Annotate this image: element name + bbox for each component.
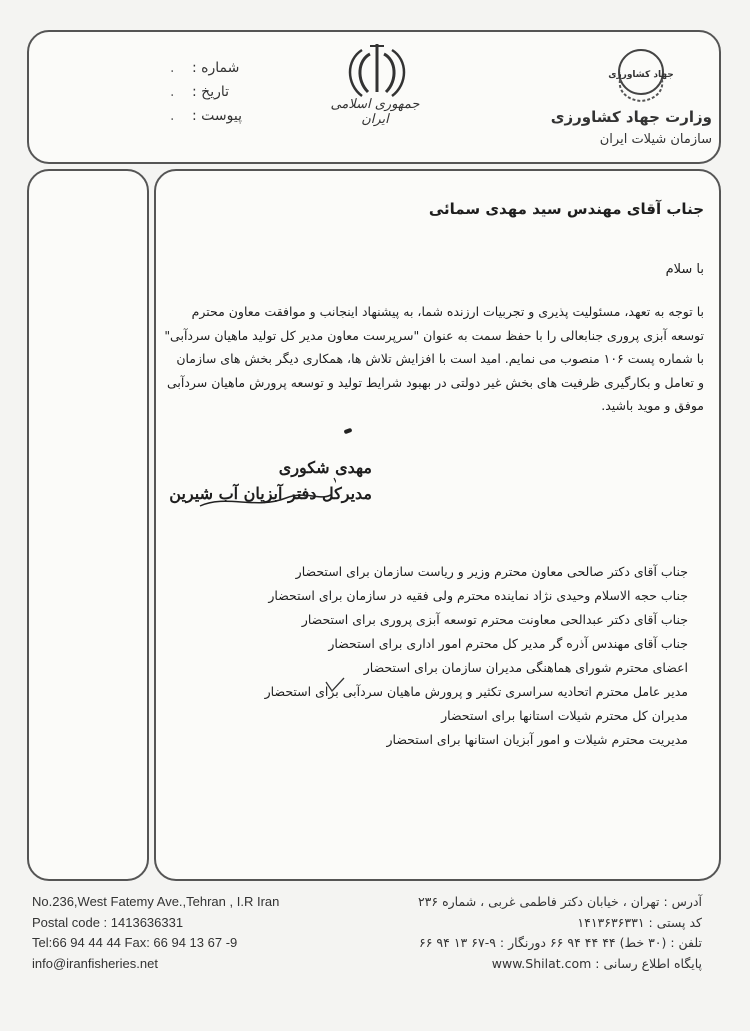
cc-item: جناب آقای دکتر صالحی معاون محترم وزیر و ریاست سازمان برای استحضار [295,564,688,579]
iran-emblem-icon [340,40,414,100]
signature-scribble [196,476,336,516]
cc-item: جناب آقای مهندس آذره گر مدیر کل محترم امور اداری برای استحضار [328,636,688,651]
date-label: تاریخ : [192,84,230,100]
cc-item: مدیر عامل محترم اتحادیه سراسری تکثیر و پرورش ماهیان سردآبی برای استحضار [264,684,688,699]
footer-en-postal: Postal code : 1413636331 [32,914,184,930]
attachment-field: پیوست :. [170,108,242,124]
body-line: با توجه به تعهد، مسئولیت پذیری و تجربیات ارزنده شما، به پیشنهاد اینجانب و موافقت معاون محترم [191,304,704,319]
cc-list [265,560,688,752]
date-field: تاریخ :. [170,84,230,100]
checkmark-icon [324,676,346,694]
body-line: و تعامل و بکارگیری ظرفیت های بخش غیر دولتی در بهبود شرایط تولید و توسعه پرورش ماهیان سردآبی [166,374,704,390]
footer-en-address: No.236,West Fatemy Ave.,Tehran , I.R Iran [32,894,280,909]
signature-title: مدیرکل دفتر آبزیان آب شیرین [169,484,372,503]
number-field: شماره :. [170,60,240,76]
footer-fa-web: پایگاه اطلاع رسانی : www.Shilat.com [491,955,702,971]
recipient-line: جناب آقای مهندس سید مهدی سمائی [428,200,704,218]
cc-item: جناب آقای دکتر عبدالحی معاونت محترم توسعه آبزی پروری برای استحضار [301,612,688,627]
cc-item: اعضای محترم شورای هماهنگی مدیران سازمان برای استحضار [363,660,688,675]
footer-en-tel: Tel:66 94 44 44 Fax: 66 94 13 67 -9 [32,935,238,950]
number-label: شماره : [192,60,240,76]
footer-persian [418,892,702,974]
ministry-name: وزارت جهاد کشاورزی [550,108,712,126]
cc-item: جناب حجه الاسلام وحیدی نژاد نماینده محترم ولی فقیه در سازمان برای استحضار [268,588,688,603]
body-line: توسعه آبزی پروری جنابعالی را با حفظ سمت به عنوان "سرپرست معاون مدیر کل تولید ماهیان سردآبی" [164,327,704,343]
logo-text: جهاد کشاورزی [608,70,674,80]
organization-name: سازمان شیلات ایران [599,132,712,147]
body-line: موفق و موید باشید. [601,398,704,413]
footer-fa-address: آدرس : تهران ، خیابان دکتر فاطمی غربی ، شماره ۲۳۶ [417,894,702,909]
margin-column-frame [27,169,149,881]
footer-fa-postal: کد پستی : ۱۴۱۳۶۳۶۳۳۱ [577,914,702,930]
republic-title: جمهوری اسلامی ایران [330,97,420,127]
letter-body [164,300,704,418]
greeting: با سلام [665,262,704,277]
attachment-label: پیوست : [192,108,242,124]
agriculture-ministry-logo [608,44,674,104]
signature-name: مهدی شکوری [278,458,372,477]
letter-body-frame [154,169,721,881]
footer-en-email: info@iranfisheries.net [32,955,158,971]
footer-english [32,892,279,974]
cc-item: مدیریت محترم شیلات و امور آبزیان استانها برای استحضار [386,732,688,747]
footer-fa-tel: تلفن : (۳۰ خط) ۴۴ ۴۴ ۹۴ ۶۶ دورنگار : ۹-۶۷ ۱۳ ۹۴ ۶۶ [419,935,702,950]
cc-item: مدیران کل محترم شیلات استانها برای استحضار [441,708,688,723]
body-line: با شماره پست ۱۰۶ منصوب می نمایم. امید است با افزایش تلاش ها، همکاری دیگر بخش های سازمان [176,351,704,366]
